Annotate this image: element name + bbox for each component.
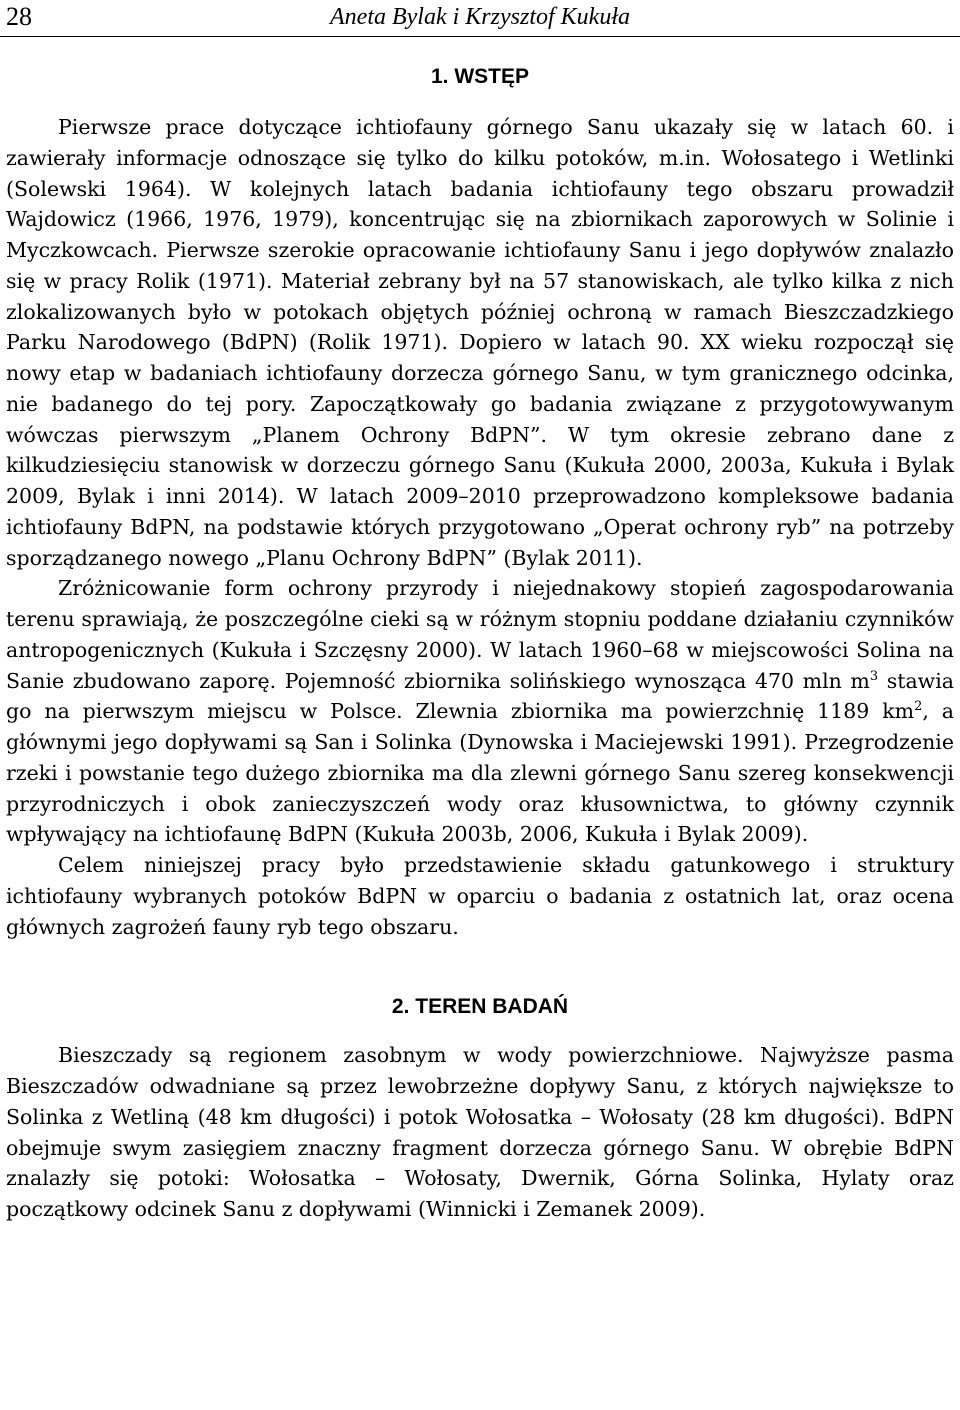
- page-content: [6, 62, 954, 1225]
- superscript: 2: [914, 699, 923, 715]
- page-header: [0, 0, 960, 37]
- section-heading-introduction: 1. WSTĘP: [430, 65, 530, 88]
- paragraph: Celem niniejszej pracy było przedstawienie składu gatunkowego i struktury ichtiofauny wybranych potoków BdPN w oparciu o badania z ostatnich lat, oraz ocena głównych zagrożeń fauny ryb tego obszaru.: [6, 853, 954, 939]
- paragraph: Pierwsze prace dotyczące ichtiofauny górnego Sanu ukazały się w latach 60. i zawierały informacje odnoszące się tylko do kilku potoków, m.in. Wołosatego i Wetlinki (Solewski 1964). W kolejnych latach badania ichtiofauny tego obszaru prowadził Wajdowicz (1966, 1976, 1979), koncentrując się na zbiornikach zaporowych w Solinie i Myczkowcach. Pierwsze szerokie opracowanie ichtiofauny Sanu i jego dopływów znalazło się w pracy Rolik (1971). Materiał zebrany był na 57 stanowiskach, ale tylko kilka z nich zlokalizowanych było w potokach objętych później ochroną w ramach Bieszczadzkiego Parku Narodowego (BdPN) (Rolik 1971). Dopiero w latach 90. XX wieku rozpoczął się nowy etap w badaniach ichtiofauny dorzecza górnego Sanu, w tym granicznego odcinka, nie badanego do tej pory. Zapoczątkowały go badania związane z przygotowywanym wówczas pierwszym „Planem Ochrony BdPN”. W tym okresie zebrano dane z kilkudziesięciu stanowisk w dorzeczu górnego Sanu (Kukuła 2000, 2003a, Kukuła i Bylak 2009, Bylak i inni 2014). W latach 2009–2010 przeprowadzono kompleksowe badania ichtiofauny BdPN, na podstawie których przygotowano „Operat ochrony ryb” na potrzeby sporządzanego nowego „Planu Ochrony BdPN” (Bylak 2011).: [6, 115, 954, 570]
- paragraph: Bieszczady są regionem zasobnym w wody powierzchniowe. Najwyższe pasma Bieszczadów odwadniane są przez lewobrzeżne dopływy Sanu, z których największe to Solinka z Wetliną (48 km długości) i potok Wołosatka – Wołosaty (28 km długości). BdPN obejmuje swym zasięgiem znaczny fragment dorzecza górnego Sanu. W obrębie BdPN znalazły się potoki: Wołosatka – Wołosaty, Dwernik, Górna Solinka, Hylaty oraz początkowy odcinek Sanu z dopływami (Winnicki i Zemanek 2009).: [6, 1043, 954, 1221]
- page-number: 28: [6, 2, 32, 31]
- running-title: Aneta Bylak i Krzysztof Kukuła: [330, 4, 630, 30]
- superscript: 3: [869, 668, 879, 684]
- paragraph: [6, 573, 954, 850]
- section-heading-study-area: 2. TEREN BADAŃ: [391, 995, 569, 1019]
- paragraph-text: Zróżnicowanie form ochrony przyrody i niejednakowy stopień zagospodarowania terenu sprawiają, że poszczególne cieki są w różnym stopniu poddane działaniu czynników antropogenicznych (Kukuła i Szczęsny 2000). W latach 1960–68 w miejscowości Solina na Sanie zbudowano zaporę. Pojemność zbiornika solińskiego wynosząca 470 mln m: [6, 576, 954, 693]
- paragraph-text: , a głównymi jego dopływami są San i Solinka (Dynowska i Maciejewski 1991). Przegrodzenie rzeki i powstanie tego dużego zbiornika ma dla zlewni górnego Sanu szereg konsekwencji przyrodniczych i obok zanieczyszczeń wody oraz kłusownictwa, to główny czynnik wpływający na ichtiofaunę BdPN (Kukuła 2003b, 2006, Kukuła i Bylak 2009).: [6, 699, 954, 847]
- paragraph-text: stawia go na pierwszym miejscu w Polsce. Zlewnia zbiornika ma powierzchnię 1189 km: [6, 668, 954, 724]
